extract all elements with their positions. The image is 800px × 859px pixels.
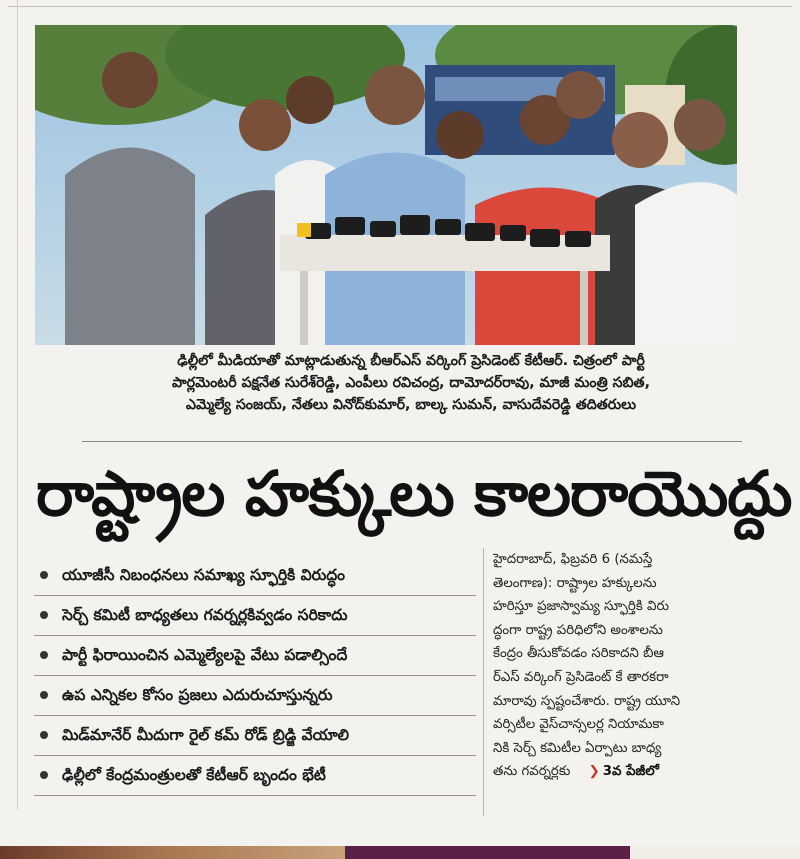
body-line: కేంద్రం తీసుకోవడం సరికాదని బీఆ	[493, 646, 664, 662]
highlight-item	[34, 556, 476, 596]
highlight-text: సెర్చ్ కమిటీ బాధ్యతలు గవర్నర్లకివ్వడం సరికాదు	[62, 606, 348, 624]
highlight-text: యూజీసీ నిబంధనలు సమాఖ్య స్ఫూర్తికి విరుద్ధం	[62, 566, 346, 584]
continued-link[interactable]	[589, 764, 659, 779]
highlight-item	[34, 676, 476, 716]
chevron-right-icon: ❯	[588, 764, 600, 780]
highlight-item	[34, 716, 476, 756]
body-last-line	[493, 760, 743, 784]
caption-rule	[82, 441, 742, 442]
bullet-icon	[40, 571, 48, 579]
headline: రాష్ట్రాల హక్కులు కాలరాయొద్దు	[36, 457, 792, 530]
caption-line: ఢిల్లీలో మీడియాతో మాట్లాడుతున్న బీఆర్ఎస్ వర్కింగ్ ప్రెసిడెంట్ కేటీఆర్. చిత్రంలో పార్టీ	[177, 353, 645, 369]
top-rule	[8, 6, 792, 7]
article-body	[493, 548, 743, 784]
bullet-icon	[40, 651, 48, 659]
highlight-text: మిడ్‌మానేర్ మీదుగా రైల్ కమ్ రోడ్ బ్రిడ్జి వేయాలి	[62, 726, 349, 744]
bullet-icon	[40, 611, 48, 619]
next-page-photo-edge	[0, 846, 345, 859]
column-rule	[483, 548, 484, 816]
next-page-banner-edge	[345, 846, 630, 859]
press-photo	[35, 25, 737, 345]
highlight-text: ఉప ఎన్నికల కోసం ప్రజలు ఎదురుచూస్తున్నరు	[62, 686, 333, 704]
body-line: హైదరాబాద్, ఫిబ్రవరి 6 (నమస్తే	[493, 552, 653, 567]
body-line: నికి సెర్చ్ కమిటీల ఏర్పాటు బాధ్య	[493, 740, 662, 756]
highlights-list	[34, 556, 476, 796]
body-line: వర్సిటీల వైస్‌చాన్సలర్ల నియామకా	[493, 717, 664, 733]
photo-caption	[80, 350, 742, 416]
left-column-rule	[17, 0, 18, 810]
body-line: తను గవర్నర్లకు	[493, 764, 571, 780]
caption-line: ఎమ్మెల్యే సంజయ్, నేతలు వినోద్‌కుమార్, బాల్క సుమన్, వాసుదేవరెడ్డి తదితరులు	[185, 397, 637, 413]
highlight-text: ఢిల్లీలో కేంద్రమంత్రులతో కేటీఆర్ బృందం భేటీ	[62, 766, 326, 784]
press-photo-illustration	[35, 25, 737, 345]
body-line: ద్ధంగా రాష్ట్ర పరిధిలోని అంశాలను	[493, 622, 663, 638]
body-line: ర్ఎస్ వర్కింగ్ ప్రెసిడెంట్ కే తారకరా	[493, 669, 669, 685]
bullet-icon	[40, 731, 48, 739]
bullet-icon	[40, 691, 48, 699]
highlight-text: పార్టీ ఫిరాయించిన ఎమ్మెల్యేలపై వేటు పడాల్సిందే	[62, 646, 348, 664]
caption-line: పార్లమెంటరీ పక్షనేత సురేశ్‌రెడ్డి, ఎంపీలు రవిచంద్ర, దామోదర్‌రావు, మాజీ మంత్రి సబిత,	[172, 375, 650, 391]
next-page-strip	[0, 846, 800, 859]
body-line: హరిస్తూ ప్రజాస్వామ్య స్ఫూర్తికి విరు	[493, 599, 669, 615]
bullet-icon	[40, 771, 48, 779]
next-page-paper-edge	[630, 846, 800, 859]
continued-label: 3వ పేజీలో	[602, 764, 659, 780]
highlight-item	[34, 756, 476, 796]
highlight-item	[34, 636, 476, 676]
body-line: తెలంగాణ): రాష్ట్రాల హక్కులను	[493, 575, 657, 591]
highlight-item	[34, 596, 476, 636]
body-line: మారావు స్పష్టంచేశారు. రాష్ట్ర యూని	[493, 693, 681, 709]
